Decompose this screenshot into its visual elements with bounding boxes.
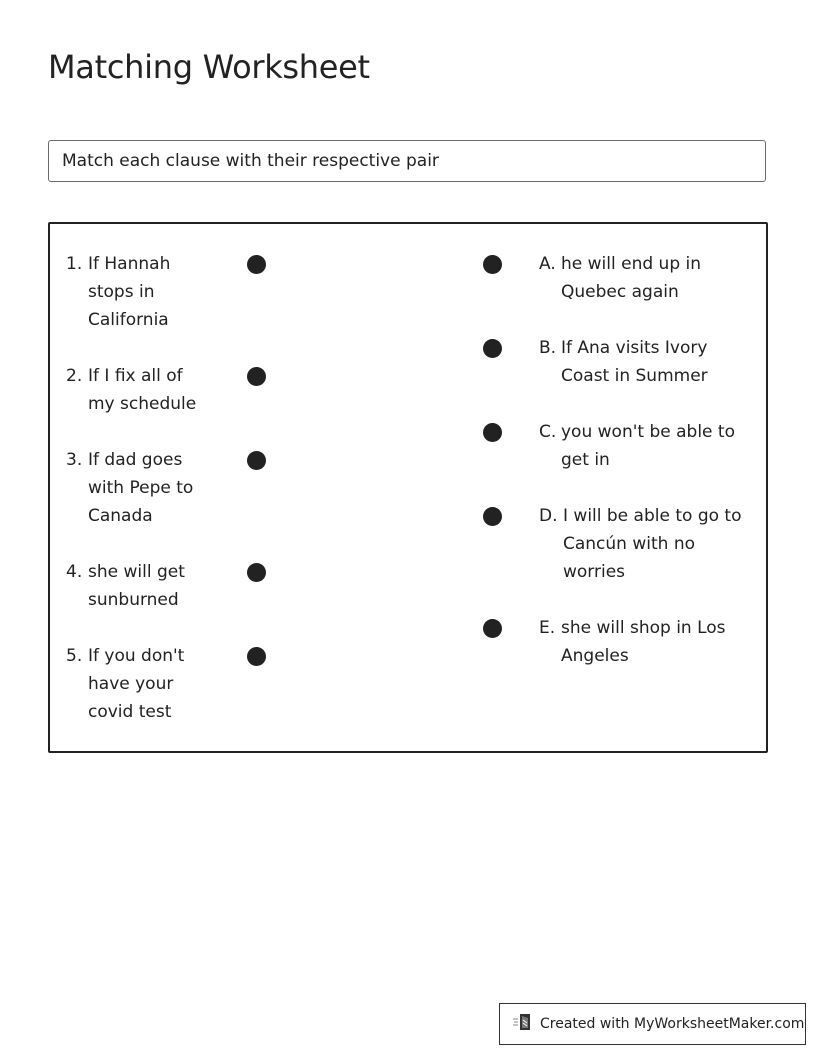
item-text-line: If Ana visits Ivory	[561, 338, 708, 358]
item-letter: E.	[539, 618, 556, 638]
left-item-1	[66, 250, 170, 334]
item-text-line: you won't be able to	[561, 422, 735, 442]
item-text-line: have your	[88, 674, 174, 694]
footer-credit[interactable]	[499, 1003, 806, 1045]
left-item-3	[66, 446, 193, 530]
right-item-a	[539, 250, 701, 306]
match-dot-right-e[interactable]	[483, 619, 502, 638]
match-dot-right-b[interactable]	[483, 339, 502, 358]
page-title: Matching Worksheet	[48, 48, 370, 86]
match-dot-left-5[interactable]	[247, 647, 266, 666]
item-text-line: she will get	[88, 562, 185, 582]
left-item-5	[66, 642, 184, 726]
item-text-line: Quebec again	[561, 282, 679, 302]
item-text-line: Cancún with no	[563, 534, 696, 554]
match-dot-left-4[interactable]	[247, 563, 266, 582]
item-text-line: If dad goes	[88, 450, 183, 470]
item-text-line: California	[88, 310, 169, 330]
instructions-box	[48, 140, 766, 182]
item-text-line: stops in	[88, 282, 155, 302]
instructions-text: Match each clause with their respective pair	[62, 151, 439, 171]
item-number: 4.	[66, 562, 83, 582]
left-item-2	[66, 362, 196, 418]
item-letter: B.	[539, 338, 557, 358]
worksheet-logo-icon	[512, 1011, 540, 1037]
left-item-4	[66, 558, 185, 614]
right-item-b	[539, 334, 708, 390]
match-dot-left-1[interactable]	[247, 255, 266, 274]
item-text-line: I will be able to go to	[563, 506, 742, 526]
item-letter: D.	[539, 506, 558, 526]
item-text-line: sunburned	[88, 590, 179, 610]
item-text-line: If you don't	[88, 646, 185, 666]
matching-area	[48, 222, 768, 753]
item-text-line: Coast in Summer	[561, 366, 708, 386]
footer-text: Created with MyWorksheetMaker.com	[540, 1016, 805, 1032]
item-text-line: covid test	[88, 702, 172, 722]
item-letter: A.	[539, 254, 556, 274]
item-number: 2.	[66, 366, 83, 386]
item-text-line: If I fix all of	[88, 366, 183, 386]
item-number: 5.	[66, 646, 83, 666]
item-text-line: she will shop in Los	[561, 618, 726, 638]
match-dot-left-3[interactable]	[247, 451, 266, 470]
item-letter: C.	[539, 422, 557, 442]
item-number: 1.	[66, 254, 83, 274]
match-dot-right-d[interactable]	[483, 507, 502, 526]
right-item-d	[539, 502, 741, 586]
item-text-line: Canada	[88, 506, 153, 526]
match-dot-left-2[interactable]	[247, 367, 266, 386]
item-text-line: Angeles	[561, 646, 629, 666]
item-text-line: my schedule	[88, 394, 197, 414]
match-dot-right-a[interactable]	[483, 255, 502, 274]
item-text-line: If Hannah	[88, 254, 171, 274]
item-text-line: with Pepe to	[88, 478, 194, 498]
right-item-e	[539, 614, 726, 670]
right-item-c	[539, 418, 735, 474]
item-number: 3.	[66, 450, 83, 470]
match-dot-right-c[interactable]	[483, 423, 502, 442]
item-text-line: he will end up in	[561, 254, 702, 274]
item-text-line: get in	[561, 450, 610, 470]
item-text-line: worries	[563, 562, 626, 582]
